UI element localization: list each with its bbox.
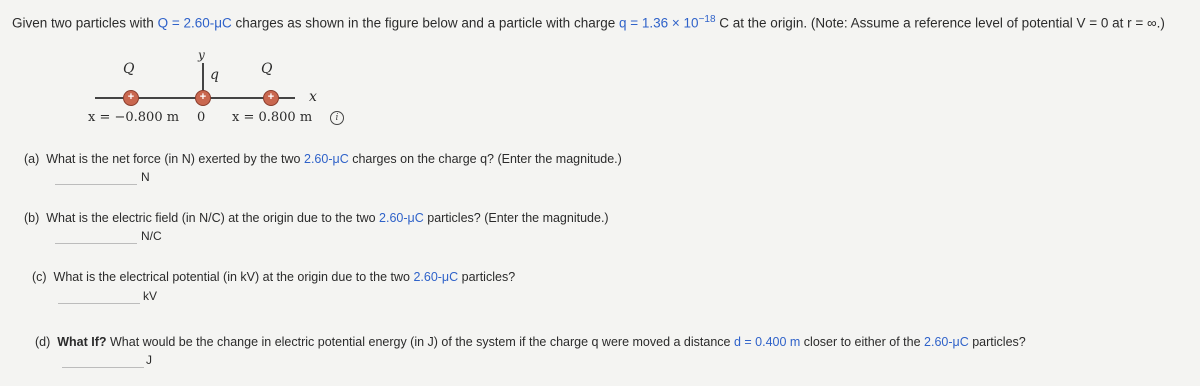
problem-statement bbox=[12, 14, 1197, 31]
position-origin: 0 bbox=[197, 110, 206, 125]
Q-value: Q = 2.60-μC bbox=[157, 15, 232, 31]
intro-text: Given two particles with bbox=[12, 15, 158, 31]
question-text: particles? bbox=[968, 335, 1026, 349]
label-q: q bbox=[210, 67, 219, 83]
question-d bbox=[35, 335, 1026, 349]
question-text: closer to either of the bbox=[800, 335, 925, 349]
question-tag: (a) bbox=[24, 152, 40, 166]
question-a bbox=[24, 152, 622, 166]
question-b bbox=[24, 211, 609, 225]
distance-value: d = 0.400 m bbox=[733, 335, 801, 349]
position-left: x = −0.800 m bbox=[88, 110, 180, 125]
charge-Q-left: + bbox=[123, 90, 139, 106]
what-if-label: What If? bbox=[57, 335, 107, 349]
question-text: What would be the change in electric potential energy (in J) of the system if the charge q were moved a distance bbox=[106, 335, 734, 349]
charge-value: 2.60-μC bbox=[924, 335, 969, 349]
q-exponent: −18 bbox=[698, 14, 716, 25]
unit-c: kV bbox=[143, 289, 158, 303]
question-text: particles? (Enter the magnitude.) bbox=[423, 211, 609, 225]
answer-a-input[interactable] bbox=[55, 170, 137, 185]
reference-level: V = 0 at r = ∞.) bbox=[1076, 15, 1165, 31]
charge-Q-right: + bbox=[263, 90, 279, 106]
answer-c-input[interactable] bbox=[58, 289, 140, 304]
unit-d: J bbox=[146, 353, 152, 367]
question-c bbox=[32, 270, 515, 284]
answer-b-input[interactable] bbox=[55, 229, 137, 244]
label-Q-right: Q bbox=[261, 61, 273, 77]
question-text: What is the electric field (in N/C) at the origin due to the two bbox=[46, 211, 380, 225]
position-right: x = 0.800 m bbox=[232, 110, 313, 125]
unit-a: N bbox=[141, 170, 150, 184]
question-tag: (b) bbox=[24, 211, 40, 225]
label-Q-left: Q bbox=[123, 61, 135, 77]
question-tag: (c) bbox=[32, 270, 47, 284]
charge-value: 2.60-μC bbox=[413, 270, 459, 284]
charge-value: 2.60-μC bbox=[379, 211, 424, 225]
label-x-axis: x bbox=[309, 89, 317, 105]
charges-figure bbox=[85, 45, 365, 135]
answer-d-input[interactable] bbox=[62, 353, 144, 368]
question-text: What is the electrical potential (in kV) at the origin due to the two bbox=[53, 270, 414, 284]
charge-value: 2.60-μC bbox=[304, 152, 349, 166]
intro-text: C at the origin. (Note: Assume a reference level of potential bbox=[715, 15, 1077, 31]
question-text: particles? bbox=[458, 270, 516, 284]
label-y-axis: y bbox=[198, 48, 205, 62]
charge-q: + bbox=[195, 90, 211, 106]
question-tag: (d) bbox=[35, 335, 51, 349]
question-text: charges on the charge q? (Enter the magnitude.) bbox=[348, 152, 622, 166]
q-value: q = 1.36 × 10 bbox=[618, 15, 699, 31]
question-text: What is the net force (in N) exerted by the two bbox=[46, 152, 304, 166]
intro-text: charges as shown in the figure below and a particle with charge bbox=[231, 15, 619, 31]
info-icon[interactable]: i bbox=[330, 111, 344, 125]
unit-b: N/C bbox=[141, 229, 162, 243]
